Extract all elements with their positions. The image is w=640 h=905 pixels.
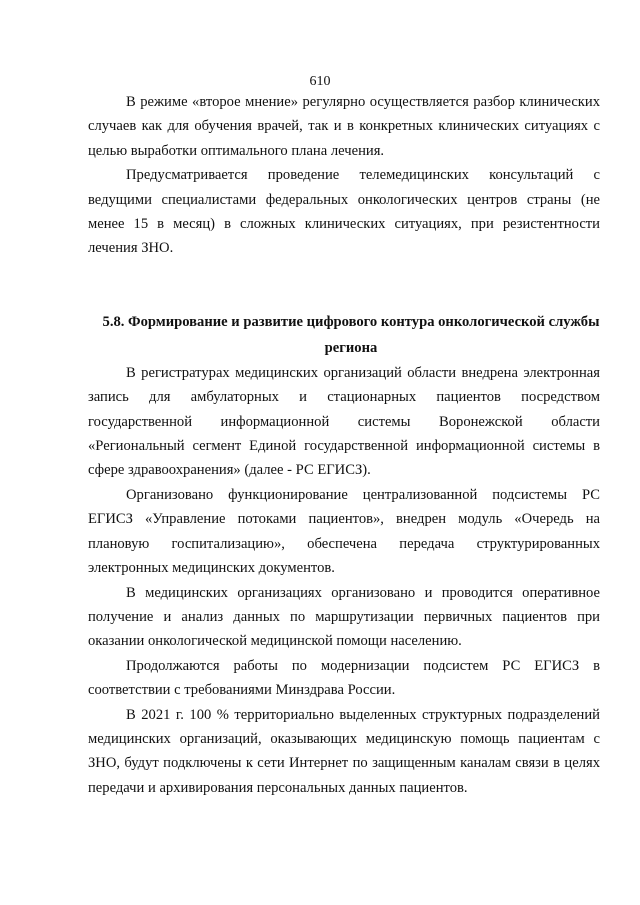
paragraph-patient-flow-subsystem: Организовано функционирование централизованной подсистемы РС ЕГИСЗ «Управление потоками пациентов», внедрен модуль «Очередь на плановую госпитализацию», обеспечена передача структурированных электронных медицинских документов. [88, 486, 600, 577]
paragraph-second-opinion: В режиме «второе мнение» регулярно осуществляется разбор клинических случаев как для обучения врачей, так и в конкретных клинических ситуациях с целью выработки оптимального плана лечения. [88, 94, 600, 159]
paragraph-modernization: Продолжаются работы по модернизации подсистем РС ЕГИСЗ в соответствии с требованиями Минздрава России. [88, 657, 600, 699]
paragraph-telemedicine: Предусматривается проведение телемедицинских консультаций с ведущими специалистами федеральных онкологических центров страны (не менее 15 в месяц) в сложных клинических ситуациях, при резистентности лечения ЗНО. [88, 167, 600, 257]
paragraph-routing-analysis: В медицинских организациях организовано и проводится оперативное получение и анализ данных по маршрутизации первичных пациентов при оказании онкологической медицинской помощи населению. [88, 584, 600, 650]
document-body [88, 90, 600, 800]
paragraph-internet-connection: В 2021 г. 100 % территориально выделенных структурных подразделений медицинских организаций, оказывающих медицинскую помощь пациентам с ЗНО, будут подключены к сети Интернет по защищенным каналам связи в целях передачи и архивирования персональных данных пациентов. [88, 706, 600, 796]
section-heading: 5.8. Формирование и развитие цифрового контура онкологической службы региона [102, 313, 600, 356]
paragraph-electronic-registration: В регистратурах медицинских организаций области внедрена электронная запись для амбулаторных и стационарных пациентов посредством государственной информационной системы Воронежской области «Региональный сегмент Единой государственной информационной системы в сфере здравоохранения» (далее - РС ЕГИСЗ). [88, 364, 600, 479]
page-number: 610 [309, 74, 331, 89]
